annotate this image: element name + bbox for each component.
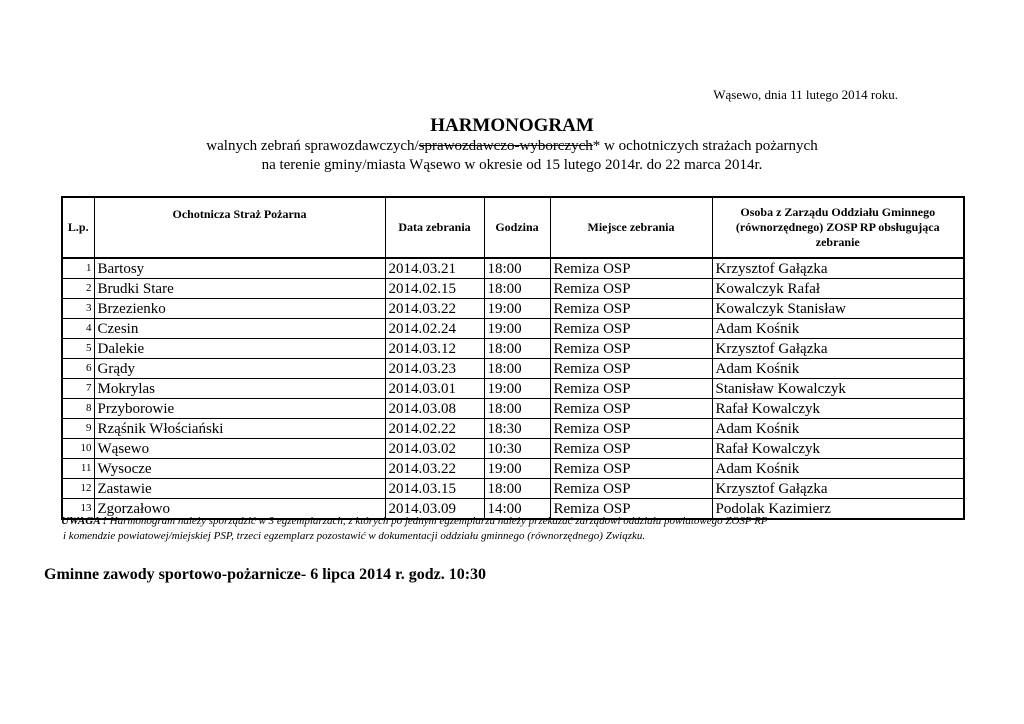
cell-lp: 2: [62, 279, 94, 299]
cell-time: 18:00: [484, 359, 550, 379]
cell-date: 2014.03.08: [385, 399, 484, 419]
cell-time: 19:00: [484, 459, 550, 479]
cell-osp: Brzezienko: [94, 299, 385, 319]
cell-lp: 6: [62, 359, 94, 379]
cell-date: 2014.03.09: [385, 499, 484, 520]
cell-person: Adam Kośnik: [712, 419, 964, 439]
cell-time: 18:00: [484, 258, 550, 279]
cell-lp: 11: [62, 459, 94, 479]
cell-date: 2014.02.24: [385, 319, 484, 339]
cell-date: 2014.03.01: [385, 379, 484, 399]
cell-osp: Bartosy: [94, 258, 385, 279]
cell-date: 2014.03.02: [385, 439, 484, 459]
document-date: Wąsewo, dnia 11 lutego 2014 roku.: [713, 87, 898, 102]
cell-person: Krzysztof Gałązka: [712, 479, 964, 499]
table-row: [62, 379, 964, 399]
table-row: [62, 299, 964, 319]
cell-person: Podolak Kazimierz: [712, 499, 964, 520]
cell-time: 19:00: [484, 319, 550, 339]
cell-time: 19:00: [484, 379, 550, 399]
document-title: HARMONOGRAM: [430, 115, 594, 136]
note-line-2: i komendzie powiatowej/miejskiej PSP, trzeci egzemplarz pozostawić w dokumentacji oddziału gminnego (równorzędnego) Związku.: [63, 530, 646, 542]
cell-lp: 13: [62, 499, 94, 520]
cell-place: Remiza OSP: [550, 399, 712, 419]
competition-announcement: Gminne zawody sportowo-pożarnicze- 6 lipca 2014 r. godz. 10:30: [44, 566, 487, 583]
cell-place: Remiza OSP: [550, 359, 712, 379]
cell-osp: Wysocze: [94, 459, 385, 479]
table-row: [62, 479, 964, 499]
header-time: Godzina: [484, 197, 550, 258]
cell-lp: 3: [62, 299, 94, 319]
cell-osp: Przyborowie: [94, 399, 385, 419]
cell-person: Kowalczyk Rafał: [712, 279, 964, 299]
cell-lp: 1: [62, 258, 94, 279]
cell-time: 10:30: [484, 439, 550, 459]
cell-date: 2014.03.22: [385, 299, 484, 319]
table-row: [62, 258, 964, 279]
cell-date: 2014.02.22: [385, 419, 484, 439]
table-row: [62, 419, 964, 439]
note-label: UWAGA !: [61, 515, 107, 527]
table-row: [62, 399, 964, 419]
cell-osp: Zastawie: [94, 479, 385, 499]
cell-osp: Grądy: [94, 359, 385, 379]
cell-osp: Mokrylas: [94, 379, 385, 399]
cell-lp: 9: [62, 419, 94, 439]
subtitle-text-after: * w ochotniczych strażach pożarnych: [592, 138, 818, 154]
cell-time: 18:30: [484, 419, 550, 439]
cell-place: Remiza OSP: [550, 419, 712, 439]
cell-place: Remiza OSP: [550, 319, 712, 339]
cell-person: Rafał Kowalczyk: [712, 439, 964, 459]
cell-person: Krzysztof Gałązka: [712, 339, 964, 359]
header-place: Miejsce zebrania: [550, 197, 712, 258]
header-lp: L.p.: [62, 197, 94, 258]
cell-person: Kowalczyk Stanisław: [712, 299, 964, 319]
meeting-schedule-table: [61, 196, 965, 520]
header-person: Osoba z Zarządu Oddziału Gminnego (równorzędnego) ZOSP RP obsługująca zebranie: [712, 197, 964, 258]
cell-date: 2014.03.21: [385, 258, 484, 279]
cell-date: 2014.02.15: [385, 279, 484, 299]
cell-osp: Zgorzałowo: [94, 499, 385, 520]
cell-place: Remiza OSP: [550, 339, 712, 359]
document-subtitle-line-2: na terenie gminy/miasta Wąsewo w okresie od 15 lutego 2014r. do 22 marca 2014r.: [261, 157, 763, 173]
cell-person: Adam Kośnik: [712, 459, 964, 479]
cell-place: Remiza OSP: [550, 479, 712, 499]
header-date: Data zebrania: [385, 197, 484, 258]
cell-osp: Rząśnik Włościański: [94, 419, 385, 439]
cell-place: Remiza OSP: [550, 299, 712, 319]
cell-place: Remiza OSP: [550, 459, 712, 479]
table-row: [62, 339, 964, 359]
table-row: [62, 279, 964, 299]
table-row: [62, 319, 964, 339]
cell-date: 2014.03.22: [385, 459, 484, 479]
cell-time: 14:00: [484, 499, 550, 520]
cell-place: Remiza OSP: [550, 439, 712, 459]
cell-person: Rafał Kowalczyk: [712, 399, 964, 419]
cell-person: Adam Kośnik: [712, 319, 964, 339]
cell-time: 18:00: [484, 279, 550, 299]
cell-place: Remiza OSP: [550, 258, 712, 279]
cell-lp: 4: [62, 319, 94, 339]
subtitle-text-before: walnych zebrań sprawozdawczych/: [206, 138, 419, 154]
cell-lp: 10: [62, 439, 94, 459]
subtitle-struck-text: sprawozdawczo-wyborczych: [418, 138, 593, 154]
table-row: [62, 439, 964, 459]
cell-time: 18:00: [484, 479, 550, 499]
cell-lp: 7: [62, 379, 94, 399]
header-osp: Ochotnicza Straż Pożarna: [94, 197, 385, 258]
cell-time: 18:00: [484, 399, 550, 419]
cell-place: Remiza OSP: [550, 279, 712, 299]
cell-osp: Czesin: [94, 319, 385, 339]
cell-lp: 12: [62, 479, 94, 499]
cell-date: 2014.03.23: [385, 359, 484, 379]
note-line-1: [61, 515, 768, 527]
table-header-row: [62, 197, 964, 258]
cell-person: Adam Kośnik: [712, 359, 964, 379]
table-row: [62, 359, 964, 379]
cell-time: 18:00: [484, 339, 550, 359]
note-text-1: Harmonogram należy sporządzić w 3 egzemplarzach, z których po jednym egzemplarzu należy przekazać zarządowi oddziału powiatowego ZOSP RP: [106, 515, 768, 527]
cell-osp: Dalekie: [94, 339, 385, 359]
cell-place: Remiza OSP: [550, 499, 712, 520]
cell-lp: 5: [62, 339, 94, 359]
table-row: [62, 459, 964, 479]
cell-osp: Wąsewo: [94, 439, 385, 459]
cell-person: Stanisław Kowalczyk: [712, 379, 964, 399]
cell-osp: Brudki Stare: [94, 279, 385, 299]
document-subtitle-line-1: [0, 138, 1024, 155]
cell-time: 19:00: [484, 299, 550, 319]
cell-person: Krzysztof Gałązka: [712, 258, 964, 279]
cell-date: 2014.03.15: [385, 479, 484, 499]
cell-date: 2014.03.12: [385, 339, 484, 359]
cell-place: Remiza OSP: [550, 379, 712, 399]
cell-lp: 8: [62, 399, 94, 419]
